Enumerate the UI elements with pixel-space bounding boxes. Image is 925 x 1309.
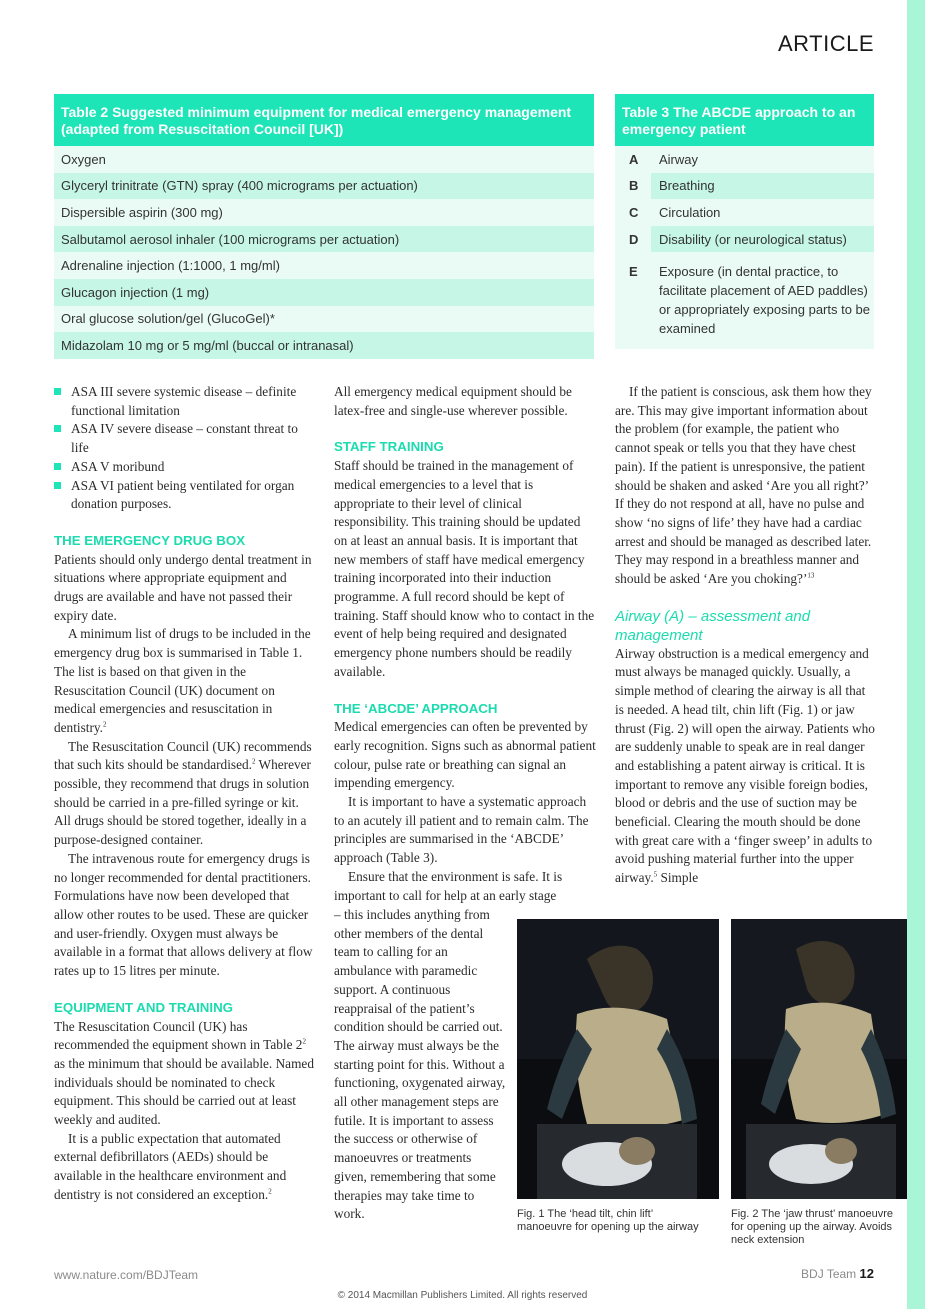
- side-accent-bar: [907, 0, 925, 1309]
- table-row-letter: E: [615, 262, 651, 349]
- table-row-text: Breathing: [659, 178, 715, 194]
- copyright-notice: © 2014 Macmillan Publishers Limited. All rights reserved: [337, 1290, 588, 1301]
- table-row-letter: C: [615, 199, 651, 226]
- paragraph: A minimum list of drugs to be included in the emergency drug box is summarised in Table 1. The list is based on that given in the Resuscitation Council (UK) document on medical emergencies and resuscitation in dentistry.$^2$: [54, 626, 311, 735]
- footer-journal: [740, 1266, 874, 1281]
- table-row-letter: A: [615, 146, 651, 173]
- text-column-1: [54, 383, 316, 1205]
- text-column-3: [615, 383, 877, 888]
- list-item: ASA IV severe disease – constant threat to life: [54, 420, 316, 457]
- table-row-letter: B: [615, 173, 651, 200]
- paragraph: It is a public expectation that automated external defibrillators (AEDs) should be available in the healthcare environment and dentistry is not considered an exception.$^2$: [54, 1130, 287, 1202]
- table-2-title: Table 2 Suggested minimum equipment for medical emergency management (adapted from Resuscitation Council [UK]): [54, 94, 594, 146]
- text-column-2: [334, 383, 596, 905]
- table-row: [615, 173, 874, 200]
- table-3-title: Table 3 The ABCDE approach to an emergency patient: [615, 94, 874, 146]
- square-bullet-icon: [54, 482, 61, 489]
- table-row-letter: D: [615, 226, 651, 253]
- table-row: [615, 199, 874, 226]
- paragraph: Ensure that the environment is safe. It is important to call for help at an early stage: [334, 868, 563, 903]
- paragraph: The Resuscitation Council (UK) recommends that such kits should be standardised.$^2$ Wherever possible, they recommend that drugs in solution should be carried in a pre-filled syringe or kit. All drugs should be stored together, ideally in a purpose-designed container.: [54, 738, 312, 848]
- table-row: [615, 146, 874, 173]
- table-row-text: Circulation: [659, 204, 721, 220]
- table-row: Oxygen: [54, 146, 594, 173]
- heading-airway: Airway (A) – assessment and management: [615, 607, 811, 644]
- paragraph: Patients should only undergo dental treatment in situations where appropriate equipment and drugs are available and have not passed their expiry date.: [54, 551, 312, 623]
- figure-2-caption: Fig. 2 The ‘jaw thrust’ manoeuvre for opening up the airway. Avoids neck extension: [731, 1208, 894, 1246]
- paragraph: – this includes anything from other members of the dental team to calling for an ambulance with paramedic support. A continuous reappraisal of the patient’s condition should be carried out. The airway must always be the starting point for this. Without a functioning, oxygenated airway, all other management steps are futile. It is important to assess the success or otherwise of manoeuvres or treatments given, remembering that some therapies may take time to work.: [334, 907, 506, 1222]
- table-row: Oral glucose solution/gel (GlucoGel)*: [54, 306, 594, 333]
- list-item: ASA V moribund: [54, 458, 316, 477]
- figure-2-photo: [731, 919, 907, 1199]
- text-column-2-continued: [334, 906, 506, 1224]
- square-bullet-icon: [54, 463, 61, 470]
- table-row-text: Airway: [659, 151, 699, 167]
- table-row: [615, 252, 874, 349]
- paragraph: Medical emergencies can often be prevented by early recognition. Signs such as abnormal patient colour, pulse rate or breathing can signal an impending emergency.: [334, 719, 596, 791]
- table-row: [615, 226, 874, 253]
- table-row: Glyceryl trinitrate (GTN) spray (400 micrograms per actuation): [54, 173, 594, 200]
- paragraph: Staff should be trained in the management of medical emergencies to a level that is appropriate to their level of clinical responsibility. This training should be updated on at least an annual basis. It is important that new members of staff have medical emergency training incorporated into their induction programme. A full record should be kept of training. Staff should know who to contact in the event of help being required and designated emergency phone numbers should be readily available.: [334, 458, 595, 679]
- square-bullet-icon: [54, 388, 61, 395]
- table-3: [615, 94, 874, 349]
- journal-name: BDJ Team: [801, 1267, 857, 1281]
- figure-1-photo: [517, 919, 719, 1199]
- asa-bullet-list: [54, 383, 316, 514]
- table-row: Adrenaline injection (1:1000, 1 mg/ml): [54, 252, 594, 279]
- paragraph: If the patient is conscious, ask them how they are. This may give important information about the problem (for example, the patient who cannot speak or tells you that they have chest pain). If the patient is unresponsive, the patient should be shaken and asked ‘Are you all right?’ If they do not respond at all, have no pulse and show ‘no signs of life’ they have had a cardiac arrest and should be managed as described later. They may respond in a breathless manner and should be asked ‘Are you choking?’$^{13}$: [615, 384, 872, 587]
- section-label: ARTICLE: [777, 31, 874, 56]
- list-item: ASA III severe systemic disease – definite functional limitation: [54, 383, 316, 420]
- heading-equipment: EQUIPMENT AND TRAINING: [54, 999, 234, 1015]
- table-row: Midazolam 10 mg or 5 mg/ml (buccal or intranasal): [54, 332, 594, 359]
- table-2: [54, 94, 594, 359]
- paragraph: All emergency medical equipment should be latex-free and single-use wherever possible.: [334, 384, 572, 418]
- table-row: Salbutamol aerosol inhaler (100 micrograms per actuation): [54, 226, 594, 253]
- page-number: 12: [859, 1266, 874, 1281]
- list-item: ASA VI patient being ventilated for organ donation purposes.: [54, 477, 316, 514]
- footer-url[interactable]: www.nature.com/BDJTeam: [54, 1268, 199, 1282]
- paragraph: The intravenous route for emergency drugs is no longer recommended for dental practitioners. Formulations have now been developed that allow other routes to be used. These are quicker and user-friendly. Oxygen must always be available in a format that allows delivery at flow rates up to 15 litres per minute.: [54, 850, 313, 979]
- paragraph: The Resuscitation Council (UK) has recommended the equipment shown in Table $2^2$ as the minimum that should be available. Named individuals should be nominated to check equipment. This should be carried out at least weekly and audited.: [54, 1018, 314, 1128]
- heading-drug-box: THE EMERGENCY DRUG BOX: [54, 532, 246, 548]
- heading-abcde: THE ‘ABCDE’ APPROACH: [334, 700, 498, 716]
- figure-1-caption: Fig. 1 The ‘head tilt, chin lift’ manoeuvre for opening up the airway: [517, 1208, 699, 1233]
- table-row-text: Disability (or neurological status): [659, 231, 847, 247]
- table-row: Dispersible aspirin (300 mg): [54, 199, 594, 226]
- table-row: Glucagon injection (1 mg): [54, 279, 594, 306]
- heading-staff-training: STAFF TRAINING: [334, 439, 444, 455]
- square-bullet-icon: [54, 425, 61, 432]
- paragraph: It is important to have a systematic approach to an acutely ill patient and to remain calm. The principles are summarised in the ‘ABCDE’ approach (Table 3).: [334, 794, 589, 866]
- paragraph: Airway obstruction is a medical emergency and must always be managed quickly. Usually, a simple method of clearing the airway is all that is needed. A head tilt, chin lift (Fig. 1) or jaw thrust (Fig. 2) will open the airway. Patients who are suddenly unable to speak are in real danger and establishing a patent airway is critical. It is important to remove any visible foreign bodies, blood or debris and the use of suction may be beneficial. Clearing the mouth should be done with great care with a ‘finger sweep’ in adults to avoid pushing material further into the upper airway.$^5$ Simple: [615, 645, 875, 886]
- table-row-text: Exposure (in dental practice, to facilitate placement of AED paddles) or appropriately exposing parts to be examined: [659, 264, 871, 337]
